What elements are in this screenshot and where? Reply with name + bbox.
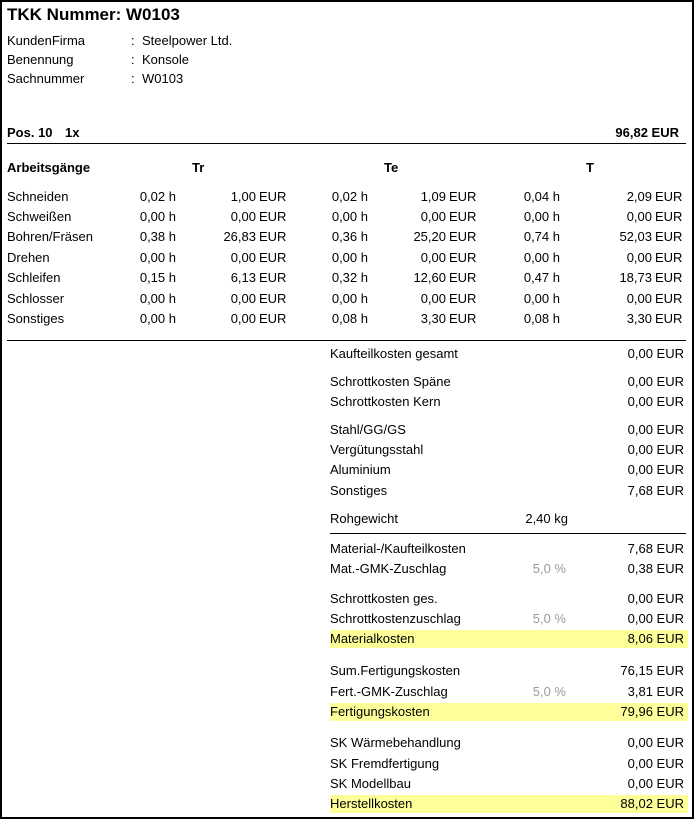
- currency-unit: EUR: [655, 291, 683, 306]
- position-label: Pos. 10: [7, 125, 53, 140]
- cost-label: Rohgewicht: [330, 511, 398, 526]
- t-cost: 0,00: [626, 209, 652, 224]
- operation-name: Schneiden: [7, 189, 69, 204]
- cost-label: Kaufteilkosten gesamt: [330, 346, 458, 361]
- cost-label: Sum.Fertigungskosten: [330, 663, 461, 678]
- tr-hours: 0,00 h: [139, 250, 176, 265]
- te-cost: 0,00: [420, 209, 446, 224]
- cost-label: Fert.-GMK-Zuschlag: [330, 684, 448, 699]
- cost-label: SK Modellbau: [330, 776, 411, 791]
- manufacturing-cost-value: 88,02 EUR: [620, 796, 684, 811]
- tr-cost: 6,13: [230, 270, 256, 285]
- info-value-designation: Konsole: [142, 52, 189, 67]
- tr-hours: 0,02 h: [139, 189, 176, 204]
- info-label-designation: Benennung: [7, 52, 74, 67]
- te-hours: 0,00 h: [331, 250, 368, 265]
- production-cost-value: 79,96 EUR: [620, 704, 684, 719]
- te-cost: 1,09: [420, 189, 446, 204]
- cost-label: Vergütungsstahl: [330, 442, 424, 457]
- t-hours: 0,00 h: [523, 250, 560, 265]
- column-header-tr: Tr: [192, 160, 205, 175]
- material-cost-value: 8,06 EUR: [627, 631, 684, 646]
- cost-value: 0,00 EUR: [627, 374, 684, 389]
- currency-unit: EUR: [259, 189, 287, 204]
- operation-name: Schweißen: [7, 209, 72, 224]
- currency-unit: EUR: [655, 189, 683, 204]
- te-hours: 0,36 h: [331, 229, 368, 244]
- cost-value: 3,81 EUR: [627, 684, 684, 699]
- currency-unit: EUR: [655, 270, 683, 285]
- currency-unit: EUR: [449, 189, 477, 204]
- t-hours: 0,74 h: [523, 229, 560, 244]
- currency-unit: EUR: [259, 209, 287, 224]
- raw-weight-value: 2,40 kg: [525, 511, 568, 526]
- column-header-te: Te: [384, 160, 399, 175]
- tr-cost: 1,00: [230, 189, 256, 204]
- currency-unit: EUR: [259, 311, 287, 326]
- cost-value: 7,68 EUR: [627, 483, 684, 498]
- currency-unit: EUR: [655, 229, 683, 244]
- te-cost: 3,30: [420, 311, 446, 326]
- production-cost-label: Fertigungskosten: [330, 704, 430, 719]
- cost-value: 0,00 EUR: [627, 591, 684, 606]
- cost-label: Schrottkosten Späne: [330, 374, 451, 389]
- cost-value: 0,00 EUR: [627, 442, 684, 457]
- t-hours: 0,00 h: [523, 291, 560, 306]
- tr-hours: 0,00 h: [139, 291, 176, 306]
- t-hours: 0,47 h: [523, 270, 560, 285]
- te-cost: 25,20: [413, 229, 446, 244]
- manufacturing-cost-label: Herstellkosten: [330, 796, 413, 811]
- divider: [7, 143, 686, 144]
- t-cost: 0,00: [626, 250, 652, 265]
- currency-unit: EUR: [449, 229, 477, 244]
- cost-label: SK Fremdfertigung: [330, 756, 440, 771]
- te-hours: 0,08 h: [331, 311, 368, 326]
- cost-label: Material-/Kaufteilkosten: [330, 541, 466, 556]
- te-hours: 0,00 h: [331, 209, 368, 224]
- tr-cost: 0,00: [230, 209, 256, 224]
- info-label-part-number: Sachnummer: [7, 71, 85, 86]
- t-hours: 0,04 h: [523, 189, 560, 204]
- te-hours: 0,00 h: [331, 291, 368, 306]
- currency-unit: EUR: [449, 311, 477, 326]
- currency-unit: EUR: [449, 291, 477, 306]
- surcharge-percent: 5,0 %: [532, 611, 566, 626]
- cost-label: Sonstiges: [330, 483, 388, 498]
- info-value-customer: Steelpower Ltd.: [142, 33, 233, 48]
- tr-hours: 0,38 h: [139, 229, 176, 244]
- t-hours: 0,08 h: [523, 311, 560, 326]
- currency-unit: EUR: [259, 291, 287, 306]
- currency-unit: EUR: [655, 250, 683, 265]
- info-value-part-number: W0103: [142, 71, 184, 86]
- surcharge-percent: 5,0 %: [532, 684, 566, 699]
- page-title: TKK Nummer: W0103: [7, 5, 180, 24]
- operation-name: Drehen: [7, 250, 50, 265]
- currency-unit: EUR: [655, 209, 683, 224]
- operations-header: Arbeitsgänge: [7, 160, 91, 175]
- cost-value: 7,68 EUR: [627, 541, 684, 556]
- position-total: 96,82 EUR: [615, 125, 679, 140]
- currency-unit: EUR: [449, 209, 477, 224]
- tr-cost: 0,00: [230, 250, 256, 265]
- info-separator: :: [131, 71, 135, 86]
- te-cost: 0,00: [420, 291, 446, 306]
- t-cost: 52,03: [619, 229, 652, 244]
- operation-name: Schlosser: [7, 291, 65, 306]
- info-label-customer: KundenFirma: [7, 33, 86, 48]
- cost-value: 0,00 EUR: [627, 422, 684, 437]
- tr-cost: 0,00: [230, 311, 256, 326]
- cost-value: 0,00 EUR: [627, 756, 684, 771]
- currency-unit: EUR: [449, 270, 477, 285]
- currency-unit: EUR: [655, 311, 683, 326]
- cost-label: Schrottkosten Kern: [330, 394, 441, 409]
- tr-cost: 26,83: [223, 229, 256, 244]
- cost-value: 0,38 EUR: [627, 561, 684, 576]
- cost-value: 0,00 EUR: [627, 735, 684, 750]
- divider: [7, 340, 686, 341]
- cost-label: Schrottkostenzuschlag: [330, 611, 461, 626]
- divider: [330, 533, 686, 534]
- info-separator: :: [131, 52, 135, 67]
- cost-value: 0,00 EUR: [627, 611, 684, 626]
- cost-label: Stahl/GG/GS: [330, 422, 406, 437]
- cost-label: Aluminium: [330, 462, 391, 477]
- currency-unit: EUR: [259, 250, 287, 265]
- te-cost: 0,00: [420, 250, 446, 265]
- cost-value: 0,00 EUR: [627, 776, 684, 791]
- t-cost: 2,09: [626, 189, 652, 204]
- material-cost-label: Materialkosten: [330, 631, 415, 646]
- info-separator: :: [131, 33, 135, 48]
- te-hours: 0,02 h: [331, 189, 368, 204]
- cost-label: Mat.-GMK-Zuschlag: [330, 561, 447, 576]
- surcharge-percent: 5,0 %: [532, 561, 566, 576]
- cost-value: 76,15 EUR: [620, 663, 684, 678]
- currency-unit: EUR: [259, 270, 287, 285]
- operation-name: Schleifen: [7, 270, 61, 285]
- position-quantity: 1x: [65, 125, 80, 140]
- te-hours: 0,32 h: [331, 270, 368, 285]
- currency-unit: EUR: [259, 229, 287, 244]
- t-cost: 18,73: [619, 270, 652, 285]
- t-cost: 0,00: [626, 291, 652, 306]
- tr-hours: 0,00 h: [139, 311, 176, 326]
- column-header-t: T: [586, 160, 594, 175]
- operation-name: Bohren/Fräsen: [7, 229, 93, 244]
- cost-value: 0,00 EUR: [627, 394, 684, 409]
- currency-unit: EUR: [449, 250, 477, 265]
- cost-value: 0,00 EUR: [627, 462, 684, 477]
- tr-hours: 0,15 h: [139, 270, 176, 285]
- cost-value: 0,00 EUR: [627, 346, 684, 361]
- cost-label: Schrottkosten ges.: [330, 591, 438, 606]
- operation-name: Sonstiges: [7, 311, 65, 326]
- tr-hours: 0,00 h: [139, 209, 176, 224]
- tr-cost: 0,00: [230, 291, 256, 306]
- t-cost: 3,30: [626, 311, 652, 326]
- t-hours: 0,00 h: [523, 209, 560, 224]
- cost-label: SK Wärmebehandlung: [330, 735, 461, 750]
- te-cost: 12,60: [413, 270, 446, 285]
